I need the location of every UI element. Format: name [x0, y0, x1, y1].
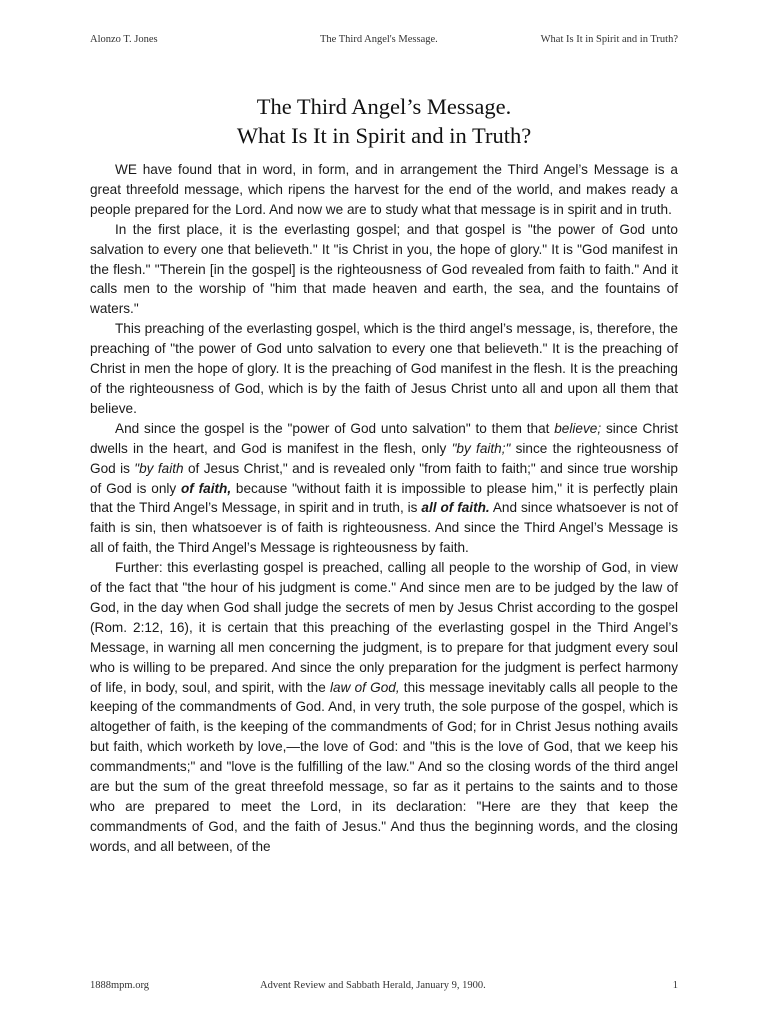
text-run: And since whatsoever is not of faith is sin, then whatsoever is of faith is righteousness. And since the Third Angel’s Message is all of faith, the Third Angel’s Message is righteousness by faith. [90, 500, 679, 556]
header-title: The Third Angel's Message. [320, 34, 438, 45]
emphasis: believe; [554, 420, 602, 436]
article-body [90, 160, 678, 857]
paragraph-3: This preaching of the everlasting gospel, which is the third angel’s message, is, therefore, the preaching of "the power of God unto salvation to every one that believeth." It is the preaching of Christ in men the hope of glory. It is the preaching of God manifest in the flesh. It is the preaching of the righteousness of God, which is by the faith of Jesus Christ unto all and upon all them that believe. [90, 321, 678, 416]
footer-source: Advent Review and Sabbath Herald, January 9, 1900. [260, 980, 486, 991]
paragraph-1: WE have found that in word, in form, and in arrangement the Third Angel’s Message is a great threefold message, which ripens the harvest for the end of the world, and makes ready a people prepared for the Lord. And now we are to study what that message is in spirit and in truth. [90, 162, 678, 217]
paragraph-4 [90, 419, 678, 558]
page-number: 1 [672, 980, 678, 991]
running-footer [90, 980, 678, 994]
emphasis: of faith, [181, 480, 232, 496]
text-run: this message inevitably calls all people to the keeping of the commandments of God. And, in very truth, the sole purpose of the gospel, which is altogether of faith, is the keeping of the commandments of God; for in Christ Jesus nothing avails but faith, which worketh by love,—the love of God: and "this is the love of God, that we keep his commandments;" and "love is the fulfilling of the law." And so the closing words of the third angel are but the sum of the great threefold message, so far as it pertains to the saints and to those who are prepared to meet the Lord, in its declaration: "Here are they that keep the commandments of God, and the faith of Jesus." And thus the beginning words, and the closing words, and all between, of the [90, 679, 678, 854]
title-line-1: The Third Angel’s Message. [256, 94, 512, 119]
emphasis: law of God, [330, 679, 400, 695]
paragraph-5 [90, 558, 678, 857]
emphasis: "by faith;" [451, 440, 511, 456]
paragraph-2: In the first place, it is the everlasting gospel; and that gospel is "the power of God unto salvation to every one that believeth." It "is Christ in you, the hope of glory." It is "God manifest in the flesh." "Therein [in the gospel] is the righteousness of God revealed from faith to faith." And it calls men to the worship of "him that made heaven and earth, the sea, and the fountains of waters." [90, 221, 678, 317]
emphasis: "by faith [134, 460, 184, 476]
header-subtitle: What Is It in Spirit and in Truth? [540, 34, 678, 45]
header-author: Alonzo T. Jones [90, 34, 158, 45]
text-run: since Christ dwells in the heart, and God is manifest in the flesh, only [90, 420, 678, 456]
text-run: of Jesus Christ," and is revealed only "from faith to faith;" and since true worship of God is only [90, 460, 678, 496]
emphasis: all of faith. [421, 500, 490, 516]
title-line-2: What Is It in Spirit and in Truth? [236, 123, 532, 148]
footer-site: 1888mpm.org [90, 980, 150, 991]
page-title [90, 92, 678, 150]
text-run: Further: this everlasting gospel is preached, calling all people to the worship of God, in view of the fact that "the hour of his judgment is come." And since men are to be judged by the law of God, in the day when God shall judge the secrets of men by Jesus Christ according to the gospel (Rom. 2:12, 16), it is certain that this preaching of the everlasting gospel in the Third Angel’s Message, in warning all men concerning the judgment, is to prepare for that judgment every soul who is willing to be prepared. And since the only preparation for the judgment is perfect harmony of life, in body, soul, and spirit, with the [90, 560, 678, 695]
text-run: because "without faith it is impossible to please him," it is perfectly plain that the Third Angel’s Message, in spirit and in truth, is [90, 480, 678, 516]
running-header [90, 34, 678, 48]
text-run: since the righteousness of God is [90, 440, 679, 476]
text-run: And since the gospel is the "power of God unto salvation" to them that [115, 420, 555, 436]
